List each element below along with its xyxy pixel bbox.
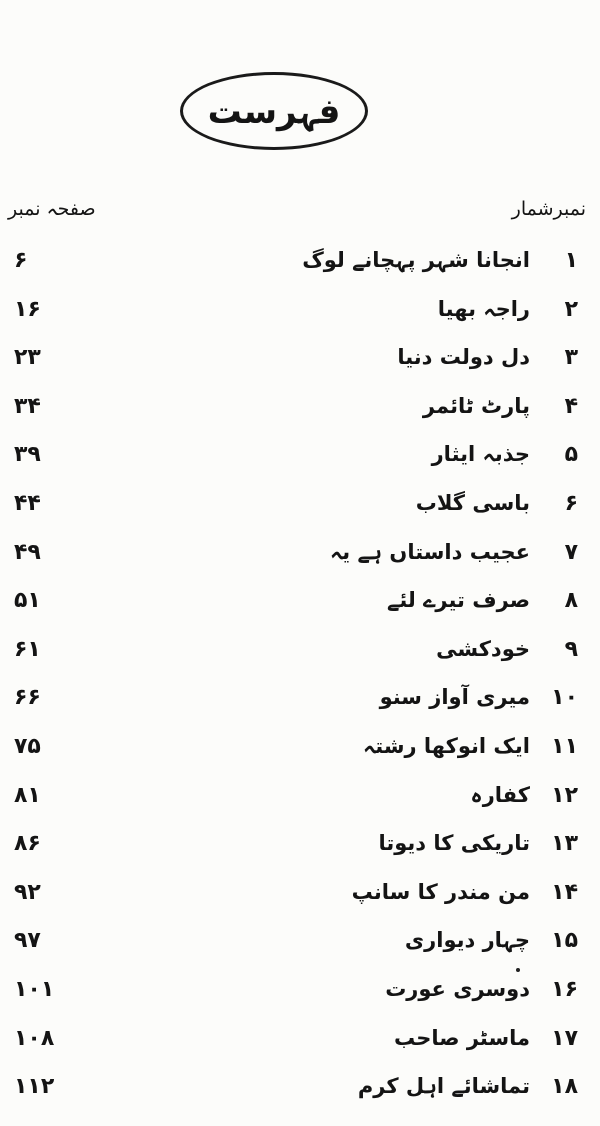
entry-number: ۱ bbox=[564, 248, 578, 273]
toc-row[interactable] bbox=[0, 1026, 600, 1068]
entry-title[interactable]: تاریکی کا دیوتا bbox=[378, 831, 530, 856]
toc-row[interactable] bbox=[0, 734, 600, 776]
entry-number: ۶ bbox=[564, 491, 578, 516]
entry-title[interactable]: پارٹ ٹائمر bbox=[422, 393, 530, 418]
toc-row[interactable] bbox=[0, 248, 600, 290]
entry-number: ۷ bbox=[564, 539, 578, 565]
entry-title[interactable]: عجیب داستاں ہے یہ bbox=[329, 539, 530, 564]
entry-number: ۱۲ bbox=[551, 782, 578, 808]
entry-number: ۱۳ bbox=[551, 831, 578, 857]
entry-page: ۹۷ bbox=[14, 928, 41, 954]
toc-row[interactable] bbox=[0, 928, 600, 970]
toc-row[interactable] bbox=[0, 588, 600, 630]
entry-page: ۶۱ bbox=[14, 636, 41, 662]
entry-number: ۱۷ bbox=[551, 1025, 578, 1051]
entry-number: ۱۸ bbox=[551, 1074, 578, 1100]
entry-title[interactable]: میری آواز سنو bbox=[379, 685, 530, 710]
entry-number: ۵ bbox=[564, 442, 578, 468]
page-title: فہرست bbox=[207, 91, 341, 132]
entry-page: ۱۰۸ bbox=[14, 1025, 55, 1051]
entry-number: ۴ bbox=[564, 393, 578, 419]
entry-title[interactable]: من مندر کا سانپ bbox=[351, 879, 530, 904]
toc-row[interactable] bbox=[0, 297, 600, 339]
entry-page: ۷۵ bbox=[14, 734, 41, 759]
toc-row[interactable] bbox=[0, 442, 600, 484]
entry-title[interactable]: راجہ بھیا bbox=[437, 296, 530, 321]
entry-number: ۳ bbox=[564, 345, 578, 371]
serial-column-header: نمبرشمار bbox=[511, 198, 586, 220]
entry-title[interactable]: انجانا شہر پہچانے لوگ bbox=[302, 248, 530, 272]
entry-number: ۱۰ bbox=[551, 685, 578, 711]
entry-title[interactable]: کفارہ bbox=[470, 782, 530, 807]
toc-row[interactable] bbox=[0, 880, 600, 922]
entry-number: ۸ bbox=[564, 588, 578, 614]
entry-page: ۳۴ bbox=[14, 393, 41, 419]
toc-row[interactable] bbox=[0, 345, 600, 387]
toc-row[interactable] bbox=[0, 394, 600, 436]
entry-title[interactable]: خودکشی bbox=[436, 636, 530, 661]
entry-title[interactable]: جذبہ ایثار bbox=[431, 442, 530, 467]
entry-page: ۴۴ bbox=[14, 491, 41, 516]
entry-page: ۶۶ bbox=[14, 685, 41, 711]
entry-page: ۳۹ bbox=[14, 442, 41, 468]
toc-row[interactable] bbox=[0, 540, 600, 582]
entry-page: ۹۲ bbox=[14, 879, 41, 905]
entry-title[interactable]: باسی گلاب bbox=[415, 491, 530, 515]
ink-speck bbox=[516, 968, 520, 972]
toc-row[interactable] bbox=[0, 491, 600, 533]
entry-title[interactable]: دل دولت دنیا bbox=[397, 345, 530, 370]
entry-number: ۱۴ bbox=[551, 879, 578, 905]
entry-number: ۱۱ bbox=[551, 734, 578, 759]
entry-page: ۸۶ bbox=[14, 831, 41, 857]
entry-number: ۱۶ bbox=[551, 977, 578, 1002]
title-oval bbox=[180, 72, 368, 150]
toc-row[interactable] bbox=[0, 637, 600, 679]
entry-page: ۱۰۱ bbox=[14, 977, 55, 1002]
toc-row[interactable] bbox=[0, 831, 600, 873]
entry-page: ۱۶ bbox=[14, 296, 41, 322]
entry-number: ۱۵ bbox=[551, 928, 578, 954]
toc-row[interactable] bbox=[0, 685, 600, 727]
entry-title[interactable]: صرف تیرے لئے bbox=[387, 588, 530, 613]
toc-row[interactable] bbox=[0, 1074, 600, 1116]
entry-page: ۴۹ bbox=[14, 539, 41, 565]
entry-title[interactable]: ایک انوکھا رشتہ bbox=[362, 734, 530, 758]
entry-number: ۲ bbox=[564, 296, 578, 322]
entry-page: ۸۱ bbox=[14, 782, 41, 808]
toc-row[interactable] bbox=[0, 783, 600, 825]
entry-page: ۱۱۲ bbox=[14, 1074, 55, 1100]
page-column-header: صفحہ نمبر bbox=[8, 198, 96, 220]
entry-page: ۵۱ bbox=[14, 588, 41, 614]
toc-row[interactable] bbox=[0, 977, 600, 1019]
entry-title[interactable]: دوسری عورت bbox=[385, 977, 530, 1001]
entry-title[interactable]: چہار دیواری bbox=[404, 928, 530, 953]
entry-title[interactable]: ماسٹر صاحب bbox=[393, 1025, 530, 1050]
entry-title[interactable]: تماشائے اہل کرم bbox=[357, 1074, 530, 1099]
entry-number: ۹ bbox=[564, 636, 578, 662]
entry-page: ۶ bbox=[14, 248, 28, 273]
entry-page: ۲۳ bbox=[14, 345, 41, 371]
